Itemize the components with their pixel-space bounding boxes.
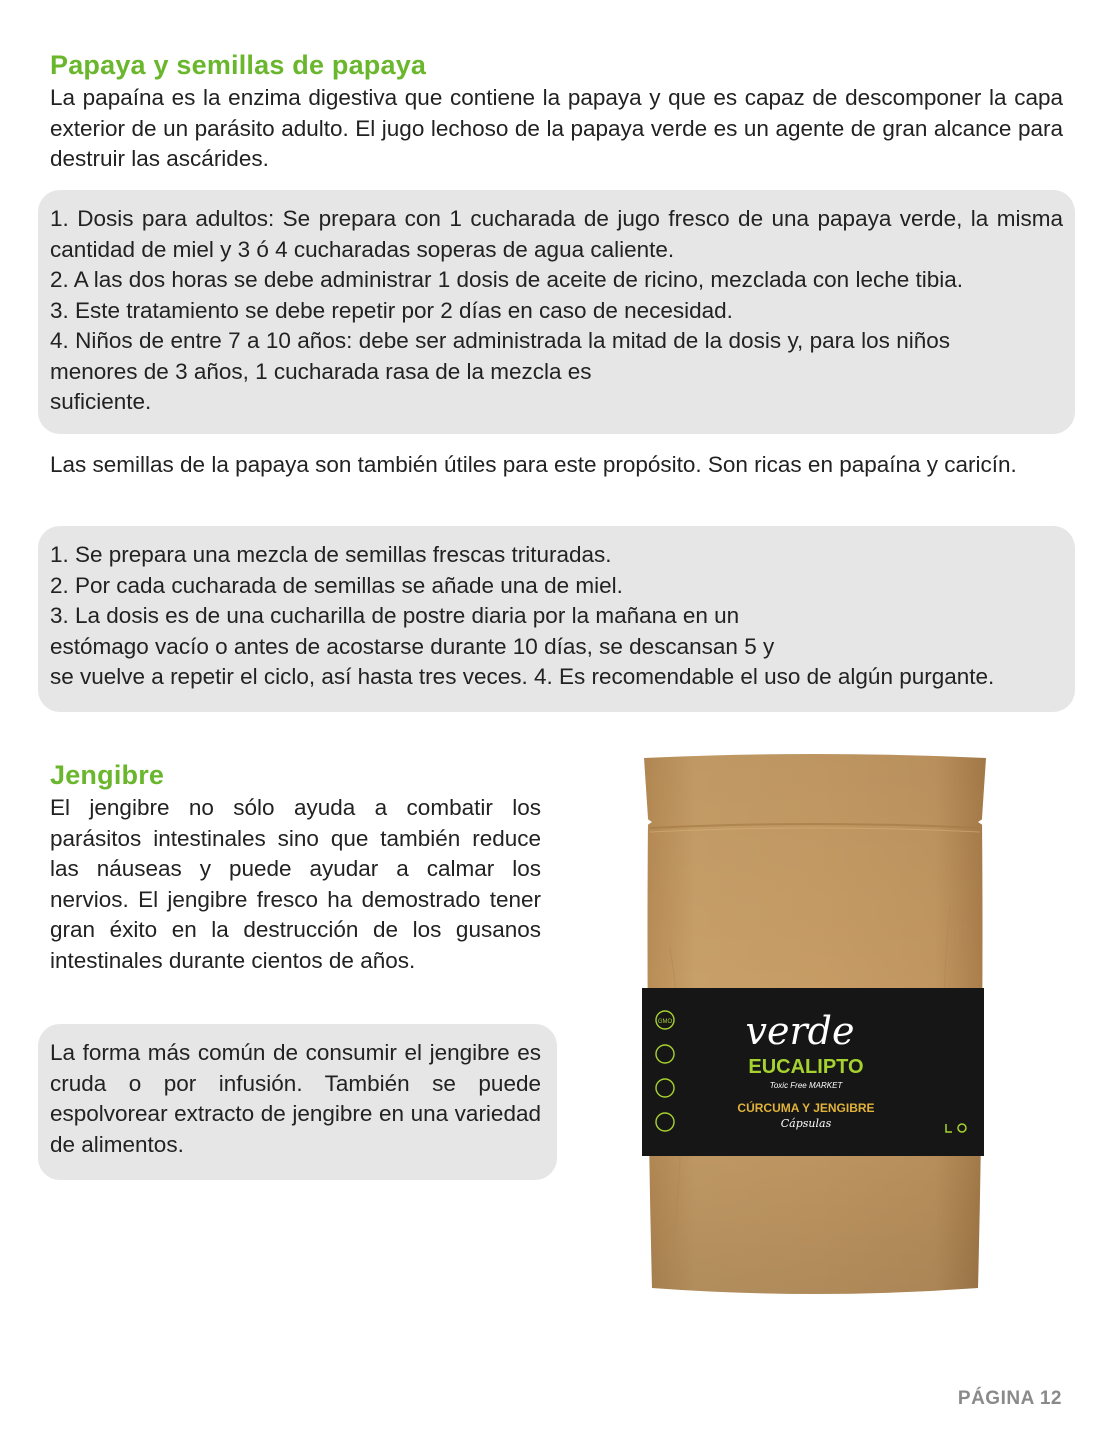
brand-name: EUCALIPTO xyxy=(748,1056,864,1078)
seeds-step-4: se vuelve a repetir el ciclo, así hasta tres veces. 4. Es recomendable el uso de algún purgante. xyxy=(50,664,995,689)
seeds-step-1: 1. Se prepara una mezcla de semillas frescas trituradas. xyxy=(50,542,612,567)
papaya-dosage-box xyxy=(38,190,1075,434)
brand-script: verde xyxy=(745,1009,855,1053)
ginger-usage-box xyxy=(38,1024,557,1180)
papaya-seeds-paragraph: Las semillas de la papaya son también útiles para este propósito. Son ricas en papaína y caricín. xyxy=(50,452,1017,477)
papaya-step-4-end: suficiente. xyxy=(50,389,152,414)
seeds-step-3: 3. La dosis es de una cucharilla de postre diaria por la mañana en un xyxy=(50,603,740,628)
product-name: CÚRCUMA Y JENGIBRE xyxy=(737,1101,875,1115)
papaya-step-1: 1. Dosis para adultos: Se prepara con 1 cucharada de jugo fresco de una papaya verde, la misma cantidad de miel y 3 ó 4 cucharadas soperas de agua caliente. xyxy=(50,206,1063,262)
papaya-intro-paragraph: La papaína es la enzima digestiva que contiene la papaya y que es capaz de descomponer la capa exterior de un parásito adulto. El jugo lechoso de la papaya verde es un agente de gran alcance para destruir las ascárides. xyxy=(50,85,1063,171)
papaya-step-2: 2. A las dos horas se debe administrar 1 dosis de aceite de ricino, mezclada con leche tibia. xyxy=(50,267,964,292)
seeds-step-3-cont: estómago vacío o antes de acostarse durante 10 días, se descansan 5 y xyxy=(50,633,775,659)
page-number: PÁGINA 12 xyxy=(957,1388,1062,1409)
product-form: Cápsulas xyxy=(780,1117,832,1130)
product-pouch-image xyxy=(630,748,1000,1320)
section-title-papaya: Papaya y semillas de papaya xyxy=(50,50,427,80)
section-title-ginger: Jengibre xyxy=(50,760,165,790)
ginger-intro-paragraph: El jengibre no sólo ayuda a combatir los parásitos intestinales sino que también reduce las náuseas y puede ayudar a calmar los nervios. El jengibre fresco ha demostrado tener gran éxito en la destrucción de los gusanos intestinales durante cientos de años. xyxy=(50,795,541,973)
seeds-step-2: 2. Por cada cucharada de semillas se añade una de miel. xyxy=(50,572,623,598)
gmo-badge-text: GMO xyxy=(657,1019,673,1025)
papaya-step-4: 4. Niños de entre 7 a 10 años: debe ser administrada la mitad de la dosis y, para los niños menores de 3 años, 1 cucharada rasa de la mezcla es xyxy=(50,328,950,384)
sub-brand: Toxic Free MARKET xyxy=(769,1081,843,1090)
papaya-seeds-box xyxy=(38,526,1075,712)
papaya-step-3: 3. Este tratamiento se debe repetir por 2 días en caso de necesidad. xyxy=(50,297,733,323)
ginger-usage-text: La forma más común de consumir el jengibre es cruda o por infusión. También se puede espolvorear extracto de jengibre en una variedad de alimentos. xyxy=(50,1040,541,1157)
